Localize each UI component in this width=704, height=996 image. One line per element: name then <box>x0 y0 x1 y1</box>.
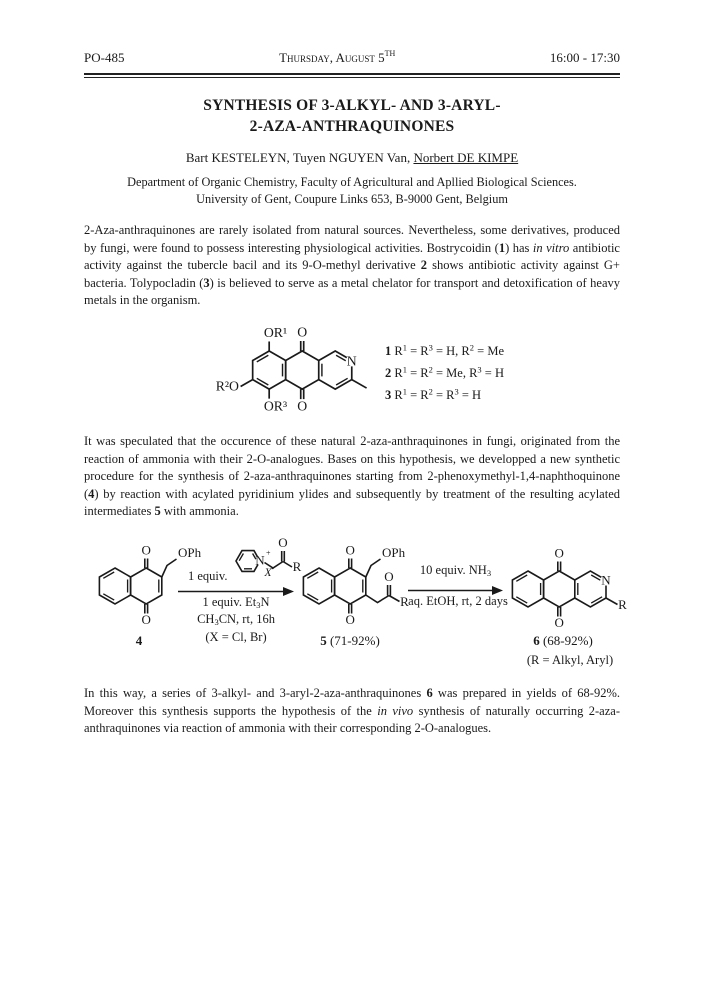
conditions-1-line-3: (X = Cl, Br) <box>205 629 267 644</box>
r2o-bond <box>241 380 253 387</box>
compound-5-label: 5 (71-92%) <box>320 632 380 648</box>
benzene-ring <box>303 568 334 604</box>
title-line-1: SYNTHESIS OF 3-ALKYL- AND 3-ARYL- <box>203 97 501 114</box>
benzene-ring <box>512 571 543 607</box>
oxygen-label: O <box>141 542 151 558</box>
minus-charge: - <box>271 563 274 573</box>
r-group-label: R <box>618 596 627 612</box>
benzene-ring <box>253 351 286 389</box>
compound-6-label: 6 (68-92%) <box>533 632 593 648</box>
nitrogen-label: N <box>255 552 265 568</box>
legend-entry-2: 2 $R^1 = R^2 = Me$, $R^3 = H$ <box>385 364 504 380</box>
compound-5-structure <box>284 531 416 631</box>
r-bond <box>606 598 618 605</box>
oxygen-label: O <box>345 611 355 627</box>
quinone-ring <box>544 571 575 607</box>
paragraph-intro: 2-Aza-anthraquinones are rarely isolated from natural sources. Nevertheless, some derivatives, produced by fungi, were found to possess interesting physiological activities. Bostrycoidin (1) has in vitro antibiotic activity against the tubercle bacil and its 9-O-methyl derivative 2 shows antibiotic activity against G+ bacteria. Tolypocladin (3) is believed to serve as a metal chelator for transport and detoxification of heavy metals in the organism. <box>84 223 621 308</box>
equiv-1-text: 1 equiv. <box>188 568 228 583</box>
conditions-1-line-2: $CH_3CN$, rt, 16h <box>197 611 275 627</box>
oxygen-label: O <box>297 324 308 340</box>
benzene-ring <box>99 568 130 604</box>
phenoxymethyl-bond <box>162 559 177 577</box>
oxygen-label: O <box>554 545 564 561</box>
r2o-label: R²O <box>215 378 240 394</box>
reaction-scheme <box>0 533 704 685</box>
oxygen-label: O <box>141 611 151 627</box>
legend-entry-3: 3 $R^1 = R^2 = R^3 = H$ <box>385 386 482 402</box>
paragraph-conclusion: In this way, a series of 3-alkyl- and 3-aryl-2-aza-anthraquinones 6 was prepared in yields of 68-92%. Moreover this synthesis supports the hypothesis of the in vivo synthesis of naturally occurring 2-aza-anthraquinones via reaction of ammonia with their corresponding 2-O-analogues. <box>84 685 620 736</box>
session-header <box>84 49 620 66</box>
affiliation-line-2: University of Gent, Coupure Links 653, B-9000 Gent, Belgium <box>196 192 508 206</box>
acyl-chain <box>366 595 389 603</box>
oxygen-label: O <box>345 542 355 558</box>
figure-structures-1-3 <box>84 313 620 431</box>
nitrogen-label: N <box>346 353 357 369</box>
compound-6-structure <box>498 537 648 634</box>
affiliation-line-1: Department of Organic Chemistry, Faculty of Agricultural and Apllied Biological Sciences. <box>127 175 577 189</box>
oxygen-label: O <box>278 534 288 550</box>
quinone-ring <box>131 568 162 604</box>
or1-label: OR¹ <box>263 325 288 341</box>
conditions-2-above: 10 equiv. $NH_3$ <box>419 562 492 578</box>
affiliation <box>84 174 620 208</box>
oxygen-label: O <box>384 568 394 584</box>
oph-label: OPh <box>178 544 202 560</box>
r-group-label: R <box>292 558 302 574</box>
oxygen-label: O <box>554 614 564 630</box>
quinone-ring <box>335 568 366 604</box>
r-group-label: R <box>400 593 409 609</box>
poster-number: PO-485 <box>84 50 125 65</box>
figure-legend <box>385 340 504 406</box>
oxygen-label: O <box>297 398 308 414</box>
counterion-x-label: X <box>264 566 272 579</box>
paper-title <box>84 95 620 137</box>
aza-anthraquinone-structure <box>212 315 392 421</box>
title-line-2: 2-AZA-ANTHRAQUINONES <box>249 118 455 135</box>
legend-entry-1: 1 $R^1 = R^3 = H$, $R^2 = Me$ <box>385 342 504 358</box>
header-rule <box>84 73 620 78</box>
conditions-2-below: aq. EtOH, rt, 2 days <box>408 593 508 608</box>
compound-4-label: 4 <box>135 632 143 648</box>
phenoxymethyl-bond <box>366 559 381 577</box>
plus-charge: + <box>266 548 271 558</box>
carbonyl-top <box>301 341 304 351</box>
paragraph-hypothesis: It was speculated that the occurence of these natural 2-aza-anthraquinones in fungi, originated from the reaction of ammonia with their 2-O-analogues. Bases on this hypothesis, we developped a new synthetic procedure for the synthesis of 2-aza-anthraquinones starting from 2-phenoxymethyl-1,4-naphthoquinone (4) by reaction with acylated pyridinium ylides and subsequently by treatment of the resulting acylated intermediates 5 with ammonia. <box>84 433 620 519</box>
session-date: Thursday, August 5TH <box>279 49 396 65</box>
conditions-1-line-1: 1 equiv. $Et_3N$ <box>202 594 270 610</box>
quinone-ring <box>286 351 319 389</box>
nitrogen-label: N <box>601 572 611 588</box>
session-time: 16:00 - 17:30 <box>549 50 620 65</box>
methyl-bond <box>352 380 367 388</box>
oph-label: OPh <box>382 544 406 560</box>
or3-label: OR³ <box>263 398 288 414</box>
r-group-note: (R = Alkyl, Aryl) <box>526 652 614 667</box>
authors: Bart KESTELEYN, Tuyen NGUYEN Van, Norbert DE KIMPE <box>185 150 519 165</box>
